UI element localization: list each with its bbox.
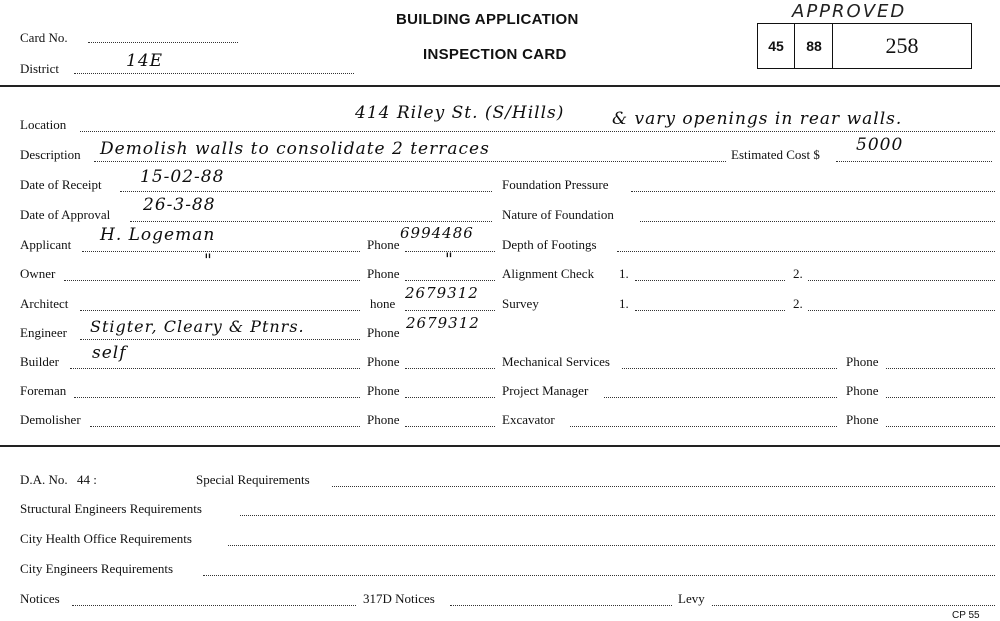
city-health-label: City Health Office Requirements bbox=[20, 531, 192, 546]
alignment-check-label: Alignment Check bbox=[502, 266, 595, 281]
date-of-approval-label: Date of Approval bbox=[20, 207, 111, 222]
header-divider bbox=[0, 85, 1000, 87]
architect-phone-label: hone bbox=[370, 296, 396, 311]
demolisher-field[interactable] bbox=[90, 426, 360, 427]
card-title-line2: INSPECTION CARD bbox=[423, 46, 567, 63]
estimated-cost-field[interactable] bbox=[836, 161, 992, 162]
depth-of-footings-field[interactable] bbox=[617, 251, 995, 252]
levy-field[interactable] bbox=[712, 605, 995, 606]
description-label: Description bbox=[20, 147, 81, 162]
nature-of-foundation-field[interactable] bbox=[640, 221, 995, 222]
architect-label: Architect bbox=[20, 296, 69, 311]
engineer-field[interactable] bbox=[80, 339, 360, 340]
alignment-check-1-label: 1. bbox=[619, 266, 629, 281]
owner-phone-value: " bbox=[445, 250, 454, 270]
depth-of-footings-label: Depth of Footings bbox=[502, 237, 597, 252]
architect-phone-field[interactable] bbox=[405, 310, 495, 311]
excavator-phone-field[interactable] bbox=[886, 426, 995, 427]
architect-phone-value: 2679312 bbox=[405, 284, 479, 302]
ref-cell-2: 88 bbox=[794, 24, 833, 68]
builder-label: Builder bbox=[20, 354, 59, 369]
project-manager-label: Project Manager bbox=[502, 383, 589, 398]
location-field[interactable] bbox=[80, 131, 995, 132]
structural-engineers-label: Structural Engineers Requirements bbox=[20, 501, 202, 516]
foundation-pressure-label: Foundation Pressure bbox=[502, 177, 609, 192]
special-requirements-label: Special Requirements bbox=[196, 472, 310, 487]
mechanical-services-label: Mechanical Services bbox=[502, 354, 610, 369]
applicant-field[interactable] bbox=[82, 251, 360, 252]
foreman-label: Foreman bbox=[20, 383, 67, 398]
demolisher-phone-label: Phone bbox=[367, 412, 400, 427]
applicant-phone-value: 6994486 bbox=[400, 224, 474, 242]
date-of-receipt-label: Date of Receipt bbox=[20, 177, 102, 192]
structural-engineers-field[interactable] bbox=[240, 515, 995, 516]
survey-label: Survey bbox=[502, 296, 539, 311]
date-of-receipt-value: 15-02-88 bbox=[140, 167, 225, 187]
city-engineers-label: City Engineers Requirements bbox=[20, 561, 174, 576]
engineer-label: Engineer bbox=[20, 325, 67, 340]
notices-label: Notices bbox=[20, 591, 60, 606]
ref-cell-3: 258 bbox=[832, 24, 971, 68]
survey-1-label: 1. bbox=[619, 296, 629, 311]
builder-phone-field[interactable] bbox=[405, 368, 495, 369]
project-manager-field[interactable] bbox=[604, 397, 837, 398]
builder-phone-label: Phone bbox=[367, 354, 400, 369]
survey-2-label: 2. bbox=[793, 296, 803, 311]
alignment-check-2-label: 2. bbox=[793, 266, 803, 281]
description-field[interactable] bbox=[94, 161, 726, 162]
applicant-value: H. Logeman bbox=[100, 225, 216, 245]
approved-stamp: APPROVED bbox=[792, 1, 907, 22]
applicant-label: Applicant bbox=[20, 237, 72, 252]
engineer-phone-label: Phone bbox=[367, 325, 400, 340]
excavator-label: Excavator bbox=[502, 412, 555, 427]
demolisher-phone-field[interactable] bbox=[405, 426, 495, 427]
levy-label: Levy bbox=[678, 591, 705, 606]
district-field[interactable] bbox=[74, 73, 354, 74]
owner-phone-label: Phone bbox=[367, 266, 400, 281]
engineer-phone-value: 2679312 bbox=[406, 314, 480, 332]
alignment-check-2-field[interactable] bbox=[808, 280, 995, 281]
location-extra: & vary openings in rear walls. bbox=[612, 109, 903, 129]
notices-317d-label: 317D Notices bbox=[363, 591, 435, 606]
survey-1-field[interactable] bbox=[635, 310, 785, 311]
description-value: Demolish walls to consolidate 2 terraces bbox=[100, 139, 490, 159]
owner-label: Owner bbox=[20, 266, 56, 281]
card-title-line1: BUILDING APPLICATION bbox=[396, 11, 579, 28]
mechanical-services-phone-field[interactable] bbox=[886, 368, 995, 369]
requirements-divider bbox=[0, 445, 1000, 447]
owner-phone-field[interactable] bbox=[405, 280, 495, 281]
notices-317d-field[interactable] bbox=[450, 605, 672, 606]
owner-field[interactable] bbox=[64, 280, 360, 281]
demolisher-label: Demolisher bbox=[20, 412, 81, 427]
form-code: CP 55 bbox=[952, 610, 980, 621]
project-manager-phone-label: Phone bbox=[846, 383, 879, 398]
mechanical-services-phone-label: Phone bbox=[846, 354, 879, 369]
da-no-value: 44 : bbox=[77, 472, 97, 487]
location-value: 414 Riley St. (S/Hills) bbox=[355, 103, 565, 123]
foreman-phone-field[interactable] bbox=[405, 397, 495, 398]
date-of-approval-field[interactable] bbox=[130, 221, 492, 222]
district-label: District bbox=[20, 61, 59, 76]
date-of-receipt-field[interactable] bbox=[120, 191, 492, 192]
city-engineers-field[interactable] bbox=[203, 575, 995, 576]
builder-field[interactable] bbox=[70, 368, 360, 369]
excavator-field[interactable] bbox=[570, 426, 837, 427]
applicant-phone-label: Phone bbox=[367, 237, 400, 252]
ref-cell-1: 45 bbox=[768, 38, 784, 54]
foreman-phone-label: Phone bbox=[367, 383, 400, 398]
excavator-phone-label: Phone bbox=[846, 412, 879, 427]
estimated-cost-value: 5000 bbox=[856, 135, 904, 155]
architect-field[interactable] bbox=[80, 310, 360, 311]
location-label: Location bbox=[20, 117, 67, 132]
foundation-pressure-field[interactable] bbox=[631, 191, 995, 192]
mechanical-services-field[interactable] bbox=[622, 368, 837, 369]
owner-value: " bbox=[204, 251, 213, 271]
reference-number-box bbox=[757, 23, 972, 69]
special-requirements-field[interactable] bbox=[332, 486, 995, 487]
project-manager-phone-field[interactable] bbox=[886, 397, 995, 398]
survey-2-field[interactable] bbox=[808, 310, 995, 311]
builder-value: self bbox=[92, 343, 127, 363]
city-health-field[interactable] bbox=[228, 545, 995, 546]
notices-field[interactable] bbox=[72, 605, 356, 606]
date-of-approval-value: 26-3-88 bbox=[143, 195, 216, 215]
da-no-label: D.A. No. bbox=[20, 472, 68, 487]
estimated-cost-label: Estimated Cost $ bbox=[731, 147, 820, 162]
alignment-check-1-field[interactable] bbox=[635, 280, 785, 281]
card-no-label: Card No. bbox=[20, 30, 68, 45]
card-no-field[interactable] bbox=[88, 42, 238, 43]
engineer-value: Stigter, Cleary & Ptnrs. bbox=[90, 317, 305, 336]
nature-of-foundation-label: Nature of Foundation bbox=[502, 207, 614, 222]
district-value: 14E bbox=[126, 51, 164, 71]
foreman-field[interactable] bbox=[74, 397, 360, 398]
